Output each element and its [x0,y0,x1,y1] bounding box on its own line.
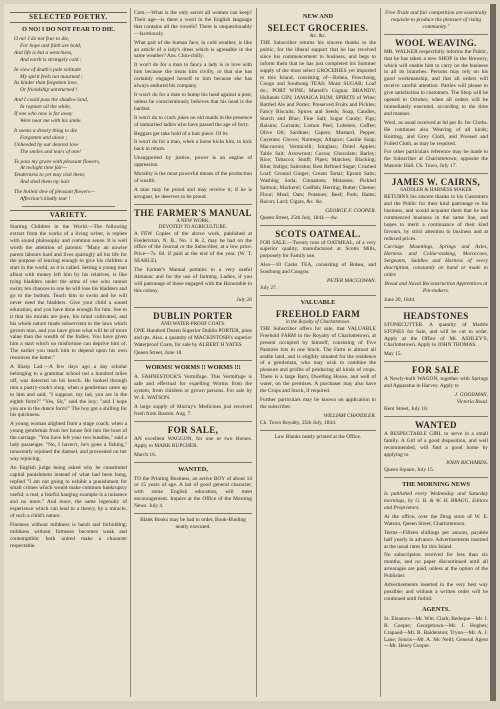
filler-paragraph: Unsupported by justice, power is an engine of oppression. [134,155,252,169]
ad-date: March 16. [134,451,157,458]
column-rule [256,8,257,697]
ad-date: May 15. [384,351,402,358]
ad-title: WANTED, [178,465,208,473]
divider [22,206,115,207]
divider [384,361,488,362]
ad-signature: J. GOODMAN, [454,392,488,399]
divider [134,204,252,205]
column-rule [380,8,381,697]
groceries-date: Queen Street, 25th July, 1844.—4w. [260,214,339,221]
poem-line: My spirit feels not mourned ; [20,73,83,80]
ad-text: Further particulars may be known on application to the subscriber. [260,396,376,410]
poem-line: And life is but a weariness, [14,49,73,56]
poetry-heading: SELECTED POETRY. [10,12,127,23]
ad-title: SCOTS OATMEAL. [275,228,361,239]
ad-subtitle: in the Royalty of Charlottetown. [285,319,351,325]
ad-text: A. FAHNESTOCK'S Vermifuge. This Vermifuge is safe and effectual for expelling Worms from the system, from children or grown persons. For sale by W. E. WATSON. [134,374,252,402]
divider [134,462,252,463]
divider [134,421,252,422]
groceries-heading-top: NEW AND [302,13,334,20]
filler-paragraph: It won't do for a man to bump his head against a post, unless he conscientiously believes that his head is the hardest. [134,91,252,112]
ad-subtitle: AND WATER-PROOF COATS. [160,321,226,327]
poem-line: To pass my grave with pleasant flowers, [14,158,101,165]
poem-line: At twilight time fair— [20,165,68,172]
ad-signature: PETER MACGOWAN. [326,278,376,285]
ad-text: No subscription received for less than six months, and no paper discontinued until all arrearages are paid, unless at the option of the Publisher. [384,552,488,580]
divider [384,416,488,417]
ad-waggon-sale [134,425,252,459]
variety-paragraph: Starting Children in the World.—The following extract from the works of a living writer, is replete with sound philosophy and common sense. It is well worth the attention of parents: "Many an unwise parent labours hard and lives sparingly all his life for the purpose of leaving enough to give his children a start in the world, as it is called. Setting a young man afloat with money left him by his relatives, is like tying bladders under the arms of one who cannot swim; ten chances to one he will lose his bladders and go to the bottom. Teach him to swim and he will never need the bladders. Give your child a sound education, and you have done enough for him. See to it that his morals are pure, his mind cultivated, and his whole nature made subservient to the laws which govern man, and you have given what will be of more value than the wealth of the Indies. You have given him a start which no misfortune can deprive him of. The earlier you teach him to depend upon his own resources the better." [10,223,127,362]
groceries-text: THE Subscriber returns his sincere thanks to the public, for the liberal support that he has received since his commencement in business, and begs to inform them that he has just completed his Summer supply of the most select GROCERIES yet imported to this Island, consisting of—Bohea, Powchong, Congo and Southong TEAS; Moist SUGAR; Loaf do.; PORT WINE; Martell's Cognac BRANDY; Hollands GIN; JAMAICA RUM; SPIRITS of Wine; Bottled Ale and Porter; Preserved Fruits and Pickles; Fancy Biscuits; Spices and Seeds; Soap, Candles, Starch and Blue; Fine Salt; Sugar Candy; Figs; Raisins; Currants; Lemon Peel; Lobsters, Coffee; Olive Oil; Sardines; Capers; Mustard, Pepper, Cayenne; Cloves; Nutmegs; Allspice; Castile Soap; Maccaroni; Vermicelli; Isinglass; Dried Apples; Table Salt; Arrowroot; Cocoa; Chocolate; Barley; Rice; Tobacco; Snuff; Pipes; Matches; Blacking; Blue; Indigo; Saleratus; Best Refined Sugar; Crushed Loaf; Ground Ginger; Cream Tartar; Epsom Salts; Washing Soda; Cinnamon; Molasses; Pickled Salmon; Mackerel; Codfish; Herring; Butter; Cheese; Flour; Meal; Oats; Potatoes; Beef; Pork; Hams; Bacon; Lard; Cigars, &c. &c. [260,40,376,205]
ad-title: HEADSTONES [403,310,469,321]
ad-wool-weaving [384,38,488,170]
ad-signature: Victoria Road. [456,398,488,405]
ad-date: Queen Street, June 18. [134,350,183,357]
blank-books-notice: Blank Books may be had to order, Book-Binding neatly executed. [140,517,246,530]
ad-text: MR. WALKER respectfully informs the Public, that he has taken a new SHOP in the Brewery, which will enable him to carry on the business in all its branches. Persons may rely on his good workmanship, and that all orders will receive careful attention. Parties will please to give satisfaction to customers. The Shop will be opened in October, when all orders will be immediately executed, according to the time and manner. [384,48,488,117]
groceries-heading: SELECT GROCERIES. [267,23,369,33]
ad-james-cairns [384,177,488,304]
ad-wagon-sale [384,365,488,413]
ad-title: VALUABLE [300,298,336,306]
divider [260,295,376,296]
ad-text: Bread and Naval Reconstruction Apprentices at Pin-makers. [384,281,488,294]
ad-title: WANTED [415,419,457,430]
divider [384,307,488,308]
ad-title: DUBLIN PORTER [153,310,233,321]
poem-line: In view of death's pale solitude [14,66,81,73]
poem-line: If one who now is far away [14,111,73,118]
ad-subtitle: SADDLER & HARNESS MAKER [400,188,472,194]
ad-text: RETURNS his sincere thanks to his Customers and the Public for their kind patronage to his business, and would acquaint them that he has commenced business in the same line, and hopes to merit a continuance of their kind favours, by strict attention to business and at reduced prices. [384,194,488,242]
ad-worms [134,364,252,417]
ad-wanted-girl [384,420,488,474]
ad-date: Ch. Town Royalty, 25th July, 1844. [260,419,337,426]
ad-text: The Farmer's Manual pertains to a very useful Almanac and for the use of farming. Ladies, if you will patronage of those engaged with the Honorable in this colony. [134,267,252,294]
ad-title: WORMS! WORMS !! WORMS !!! [145,364,241,372]
ad-subtitle: DEVOTED TO AGRICULTURE. [158,224,228,230]
ad-text: THE Subscriber offers for sale, that VALUABLE Freehold FARM in the Royalty of Charlottetown, at present occupied by himself, consisting of Five Pastures lots in one block. The Farm is almost all arable land, and is eligibly situated for the residence of a gentleman, who may wish to combine the pleasure and profits of producing all kinds of crops. There is a large Barn, Dwelling House, and well of water, on the premises. A purchaser may also have the Crops and Stock, if required. [260,325,376,395]
poem-line: Tenderness to yet may visit them, [14,172,86,179]
poem-body [10,36,127,203]
variety-heading: VARIETY. [10,210,127,221]
ad-text: A large supply of Murray's Medicines just received fresh from Boston. Aug. 7. [134,403,252,417]
divider [134,307,252,308]
divider [384,173,488,174]
variety-paragraph: Fineness without mildness is harsh and forbidding; mildness without firmness becomes weak and contemptible; both united make a character respectable. [10,522,127,549]
masthead-notice [384,481,488,650]
poem-line: Or friendship unreturned ! [20,87,78,94]
ad-title: THE FARMER'S MANUAL [134,207,252,218]
filler-paragraph: Beggars get take hold of a hair piece. Of its [134,130,228,137]
poem-line: It seems a dreary thing to die [14,127,77,134]
variety-paragraph: An English judge being asked why he constituted capital punishment instead of what had been hung, replied "I am not going to exhibit a punishment for small crimes which would make common bankruptcy useful; a real, a fearful hanging example is a nuisance and no more." And more, the same ingenuity of experience which can lead to a theory, by a miracle, of such a child's nature. [10,464,127,520]
divider [134,360,252,361]
ad-text: At the office, over the Drug store of W. E. Watson, Queen Street, Charlottetown. [384,513,488,527]
poem-line: And shed them my hair [20,179,70,186]
law-blanks-notice: Law Blanks neatly printed at the Office. [274,433,362,440]
filler-paragraph: A man may be proud and may receive it; if he is arrogant, he deserves to be proud. [134,186,252,200]
poem-line: O no! I do not fear to die, [14,36,70,42]
poem-title: O NO! I DO NOT FEAR TO DIE. [21,26,116,33]
filler-paragraph: Com.—What is the only secret all women can keep? Their age—is there a word in the English language that contains all the vowels? There is unquestionably—facetiously. [134,10,252,37]
ad-title: THE MORNING NEWS [402,481,470,489]
motto: Free Trade and fair competition are essentially requisite to produce the pleasure of rising community." [385,10,487,30]
divider [260,225,376,226]
ad-title: FOR SALE [412,365,460,376]
poem-line: Its kinder than forgotten love, [14,80,79,87]
ad-freehold-farm [260,299,376,427]
ad-title: FREEHOLD FARM [275,308,361,319]
filler-paragraph: It won't do to crack jokes on old maids in the presence of unmarried ladies who have passed the age of forty. [134,114,252,128]
poem-line: For hope and faith are bold, [20,42,82,49]
ad-dublin-porter [134,311,252,358]
ad-text: A RESPECTABLE GIRL to serve in a small family. A Girl of a good disposition, and well recommended, will find a good home by applying to [384,430,488,458]
column-3 [260,10,376,697]
ad-oatmeal [260,229,376,292]
poem-line: In rapture all the while, [20,104,72,111]
poem-line: The smiles and tears of one! [20,148,81,155]
poem-line: Forgotten and alone ; [20,134,68,141]
ad-date: June 20, 1844. [384,296,416,303]
ad-date: July 27. [260,285,278,291]
variety-paragraph: A young woman alighted from a stage coach, when a young gentleman from her house felt into the boot of the carriage. "You have left your two bundles," said a lady passenger. "No, I haven't, he's gone a fishing," innocently rejoined the damsel, and proceeded on her way rejoicing. [10,421,127,462]
ad-text: Advertisements inserted in the very best way possible; and without a written order will be continued until forbid. [384,582,488,602]
ad-signature: WILLIAM CHANDLER. [323,412,376,419]
poem-line: And I could pass the shadow land, [14,97,89,104]
agents-text: St. Eleanors—Mr. Wm. Clark; Bedeque—Mr. J. B. Cooper; Georgetown—Mr. J. Hughes; Crapaud—Mr. B. Balderston; Tryon—Mr. A. J. Lane; Souris—Mr. A. Mc Neill; General Agent—Mr. Henry Cooper. [384,615,488,650]
ad-wanted-boy [134,466,252,511]
ad-text: A Newly-built WAGON, together with Springs and Apparatus in Harvey. Apply to [384,376,488,390]
ad-text: FOR SALE.—Twenty tons of OATMEAL, of a very superior quality, manufactured at Scotts Mills, purposely for Family use. [260,239,376,260]
ad-text: STONECUTTER. A quantity of Marble STONES for Sale, and will be cut to order. Apply at the Office of Mr. ASHLEY'S, Charlottetown. Apply to JOHN THOMAS. [384,321,488,349]
ad-farmers-manual [134,208,252,304]
ad-text: Wool, as usual received at 6d per lb. for Cloths. He continues also Weaving of all kinds; Knitting, and Grey Cloth, and Pressed and Fulled Cloth, as may be required. [384,119,488,147]
divider [384,477,488,478]
agents-heading: AGENTS. [422,605,450,613]
poem-line: And earth is strangely cold : [20,56,82,63]
filler-paragraph: Morality is the most powerful means of the production of wealth. [134,171,252,184]
column-rule [130,8,131,697]
ad-signature: JOHN RICHARDS. [445,460,488,467]
ad-title: JAMES W. CAIRNS, [391,177,481,188]
ad-title: FOR SALE, [167,424,219,435]
ad-text: ONE Hundred Dozen Superior Dublin PORTER, pints and qts. Also, a quantity of MACKINTOSH's superior Waterproof Coats, for sale by ALBERT H YATES [134,327,252,348]
column-4 [384,10,488,697]
ad-text: Also—10 Casks TEA, consisting of Bohea, and Southong and Congou. [260,262,376,276]
divider [384,34,488,35]
column-2 [134,10,252,697]
poem-line: Affection's kindly tear ! [20,196,71,203]
divider [134,513,252,514]
filler-paragraph: It won't do for a man, when a horse kicks him, to kick back in return. [134,139,252,153]
ad-subtitle: A NEW WORK. [176,218,210,224]
ad-title: WOOL WEAVING. [395,37,477,48]
filler-paragraph: It won't do for a man to fancy a lady is in love with him because she treats him civilly, or that she has certainly engaged herself to him because she has always endured his company. [134,62,252,90]
poem-line: Were near me with his smile. [20,117,82,124]
ad-text: A FEW Copies of the above work, published at Fredericton, N. B., No. 1 & 2, may be had on the office of the Journal or the Subscriber, at a low price. Price—7s. 6d. if paid at the end of the year. (W. T. SEARLE). [134,230,252,265]
variety-paragraph: A Sharp Lad.—A few days ago a day scholar belonging to a grammar school not a hundred miles off, was detected on his bench. He looked through into a pastry-cook's shop, when a gentleman came up to him and said, "I suppose, my lad, you are in the eighth form?" "Yes, Sir," said the boy; "and I hope you are in the dunce form!" The boy got a shilling for his quickness. [10,364,127,419]
ad-text: For other particulars reference may be made to the Subscriber at Charlottetown, opposite the Masonic Hall. Ch. Town, July 17. [384,149,488,170]
ad-date: July 26 [236,296,252,303]
ad-text: TO the Printing Business, an active BOY of about 14 or 15 years of age. A lad of good general character, with some English education, will meet encouragement. Inquire at the Office of the Morning News. July 4. [134,475,252,510]
groceries-signature: GEORGE F. COOPER. [325,207,376,214]
ad-date: Kent Street, July 10. [384,405,429,412]
filler-paragraph: What part of the human face, in cold weather, is like an article of a lady's dress which is agreeable in the same weather? Ans. Chin-chilly. [134,39,252,60]
column-1 [10,10,127,697]
ad-text: Carriage Mountings, Springs and Axles, Harness and Collar-making, Moroccoes, Sergeants, Saddles and Harness of every description, constantly on hand or made to order. [384,244,488,279]
ad-text: Terms—Fifteen shillings per annum, payable half yearly in advance. Advertisements inserted at the usual rates for this Island. [384,529,488,550]
ad-text: AN excellent WAGGON, for one or two Horses. Apply to MARK RUPCHER. [134,435,252,449]
ad-headstones [384,311,488,359]
groceries-subheading: &c. &c. [310,34,326,39]
divider [260,430,376,431]
ad-text: Is published every Wednesday and Saturday mornings, by G. B. & W. H. BRAGG, Editors and Proprietors. [384,491,488,512]
newspaper-page [4,4,496,701]
poem-line: Unheeded by our dearest love [14,141,79,148]
ad-date: Queen Square, July 15. [384,467,435,474]
poem-line: The holiest dew of pleasant flowers— [14,189,96,196]
